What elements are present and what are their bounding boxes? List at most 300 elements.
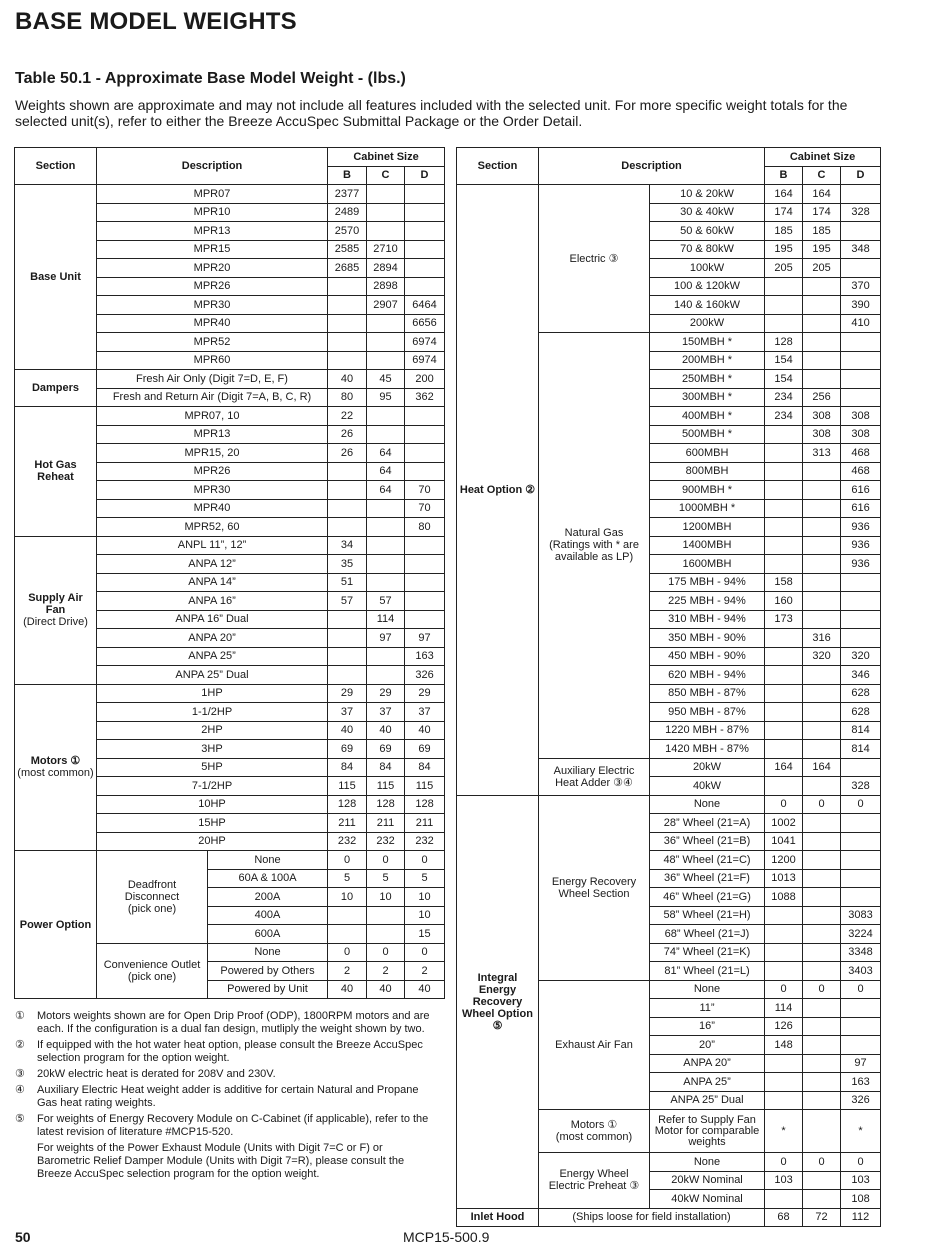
value-c [803, 518, 841, 537]
value-d: 0 [841, 1153, 881, 1172]
footnote [15, 1010, 435, 1036]
section-line: Fan [45, 604, 66, 616]
row-description: Powered by Others [208, 962, 328, 981]
row-description: MPR07, 10 [97, 407, 328, 426]
row-description: 1600MBH [650, 555, 765, 574]
row-description: 70 & 80kW [650, 240, 765, 259]
section-hot-gas-reheat [15, 407, 97, 537]
value-b [328, 462, 367, 481]
value-d [405, 462, 445, 481]
value-c: 320 [803, 647, 841, 666]
value-b: 1041 [765, 832, 803, 851]
value-d: 390 [841, 296, 881, 315]
row-description: 900MBH * [650, 481, 765, 500]
row-description: 150MBH * [650, 333, 765, 352]
value-d: 308 [841, 407, 881, 426]
section-line: Wheel Option [462, 1007, 533, 1020]
value-b [765, 314, 803, 333]
value-d: 163 [841, 1073, 881, 1092]
value-d: 628 [841, 703, 881, 722]
value-b [328, 499, 367, 518]
value-c [367, 314, 405, 333]
row-description: 5HP [97, 758, 328, 777]
row-description: MPR13 [97, 425, 328, 444]
label-line: (pick one) [127, 902, 177, 915]
value-d: 29 [405, 684, 445, 703]
value-b: 211 [328, 814, 367, 833]
label-line: (most common) [555, 1131, 633, 1143]
value-b: 114 [765, 999, 803, 1018]
row-description: 200kW [650, 314, 765, 333]
row-description: ANPA 25” Dual [97, 666, 328, 685]
row-description: 600A [208, 925, 328, 944]
value-b: 1013 [765, 869, 803, 888]
page-number: 50 [15, 1229, 31, 1245]
row-description: 60A & 100A [208, 869, 328, 888]
row-description: ANPA 25” Dual [650, 1091, 765, 1110]
value-d: 40 [405, 721, 445, 740]
value-c: 0 [367, 851, 405, 870]
value-d [405, 222, 445, 241]
row-description: 74” Wheel (21=K) [650, 943, 765, 962]
value-c [803, 999, 841, 1018]
value-c [803, 277, 841, 296]
value-b: 57 [328, 592, 367, 611]
row-description: 1400MBH [650, 536, 765, 555]
value-b [765, 1073, 803, 1092]
value-c [803, 1190, 841, 1209]
value-c: 95 [367, 388, 405, 407]
value-c: 313 [803, 444, 841, 463]
row-description: ANPA 20” [650, 1054, 765, 1073]
value-c [803, 684, 841, 703]
value-b [328, 518, 367, 537]
value-c [803, 777, 841, 796]
value-b: 40 [328, 721, 367, 740]
value-b [765, 721, 803, 740]
value-d [405, 407, 445, 426]
value-b [765, 481, 803, 500]
value-d: 70 [405, 481, 445, 500]
value-d [841, 832, 881, 851]
value-b [765, 499, 803, 518]
row-description: MPR07 [97, 185, 328, 204]
value-b: 2570 [328, 222, 367, 241]
row-description: 1000MBH * [650, 499, 765, 518]
row-description: 400MBH * [650, 407, 765, 426]
row-description: MPR40 [97, 314, 328, 333]
value-c: 72 [803, 1208, 841, 1227]
row-description: 36” Wheel (21=B) [650, 832, 765, 851]
value-c: 5 [367, 869, 405, 888]
value-d: 37 [405, 703, 445, 722]
value-c: 211 [367, 814, 405, 833]
row-description: MPR20 [97, 259, 328, 278]
value-d [841, 758, 881, 777]
value-b: 22 [328, 407, 367, 426]
row-description: 48” Wheel (21=C) [650, 851, 765, 870]
row-description: 600MBH [650, 444, 765, 463]
value-b: 154 [765, 370, 803, 389]
value-d: 80 [405, 518, 445, 537]
row-description: 3HP [97, 740, 328, 759]
value-d: 10 [405, 906, 445, 925]
value-c: 0 [367, 943, 405, 962]
value-c: 2894 [367, 259, 405, 278]
value-b: 34 [328, 536, 367, 555]
section-line: Recovery [472, 995, 523, 1008]
value-b: 103 [765, 1171, 803, 1190]
table-row [15, 851, 445, 870]
value-b: 0 [765, 1153, 803, 1172]
value-d [405, 536, 445, 555]
value-c [803, 1171, 841, 1190]
row-description: 200A [208, 888, 328, 907]
value-c [803, 351, 841, 370]
value-b: 173 [765, 610, 803, 629]
value-b [328, 277, 367, 296]
value-c: 128 [367, 795, 405, 814]
row-description: ANPA 25” [650, 1073, 765, 1092]
value-c: 0 [803, 795, 841, 814]
value-c [367, 185, 405, 204]
row-description: 200MBH * [650, 351, 765, 370]
value-b: * [765, 1110, 803, 1153]
row-description: 16” [650, 1017, 765, 1036]
value-b: 158 [765, 573, 803, 592]
footnote-extra: For weights of the Power Exhaust Module (Units with Digit 7=C or F) or Barometric Relief Damper Module (Units with Digit 7=R), please consult the Breeze AccuSpec selection program for the option weight. [37, 1142, 405, 1180]
value-d: 814 [841, 721, 881, 740]
section-base-unit: Base Unit [15, 185, 97, 370]
value-c: 2 [367, 962, 405, 981]
value-c [803, 666, 841, 685]
value-c: 64 [367, 481, 405, 500]
row-description: 20kW [650, 758, 765, 777]
value-d [405, 185, 445, 204]
row-description: MPR60 [97, 351, 328, 370]
value-d [841, 592, 881, 611]
row-description: 10 & 20kW [650, 185, 765, 204]
row-description: 20” [650, 1036, 765, 1055]
row-description: 175 MBH - 94% [650, 573, 765, 592]
value-c [367, 518, 405, 537]
value-c [803, 555, 841, 574]
value-c: 232 [367, 832, 405, 851]
label-line: Motors ① [570, 1119, 618, 1131]
value-d [841, 1017, 881, 1036]
value-c: 2907 [367, 296, 405, 315]
row-description: 450 MBH - 90% [650, 647, 765, 666]
value-d: 3083 [841, 906, 881, 925]
value-c: 114 [367, 610, 405, 629]
row-description: 500MBH * [650, 425, 765, 444]
row-description: 11” [650, 999, 765, 1018]
section-energy-recovery [457, 795, 539, 1208]
value-d: 348 [841, 240, 881, 259]
value-b: 0 [328, 851, 367, 870]
row-description: 30 & 40kW [650, 203, 765, 222]
value-c [803, 1073, 841, 1092]
value-d: 3403 [841, 962, 881, 981]
row-description [650, 1110, 765, 1153]
value-c: 2898 [367, 277, 405, 296]
value-d: 320 [841, 647, 881, 666]
description-header: Description [97, 148, 328, 185]
row-description: MPR40 [97, 499, 328, 518]
value-b: 10 [328, 888, 367, 907]
value-c [367, 333, 405, 352]
value-b: 40 [328, 370, 367, 389]
footnote-mark: ② [15, 1039, 25, 1051]
value-b [765, 962, 803, 981]
label-line: Deadfront [127, 878, 177, 891]
value-c: 64 [367, 462, 405, 481]
value-c: 97 [367, 629, 405, 648]
value-d: 0 [841, 795, 881, 814]
page-title: BASE MODEL WEIGHTS [15, 8, 297, 35]
value-b [765, 277, 803, 296]
value-c: 164 [803, 185, 841, 204]
value-d [841, 869, 881, 888]
value-c: 37 [367, 703, 405, 722]
section-line: Motors ① [30, 755, 81, 768]
row-description: 40kW [650, 777, 765, 796]
value-b [765, 462, 803, 481]
value-b: 69 [328, 740, 367, 759]
value-d: 468 [841, 444, 881, 463]
desc-line: Motor for comparable [654, 1124, 760, 1137]
value-d: 328 [841, 203, 881, 222]
value-b [765, 703, 803, 722]
value-c [367, 351, 405, 370]
value-d: 370 [841, 277, 881, 296]
value-c [367, 203, 405, 222]
value-d: 410 [841, 314, 881, 333]
value-b: 128 [765, 333, 803, 352]
electric-preheat-label [539, 1153, 650, 1209]
col-d-header: D [405, 166, 445, 185]
value-b [765, 777, 803, 796]
section-line: Supply Air [28, 592, 83, 604]
value-b [765, 647, 803, 666]
table-row [15, 684, 445, 703]
value-d: 103 [841, 1171, 881, 1190]
section-supply-air-fan [15, 536, 97, 684]
value-d [405, 444, 445, 463]
cabinet-size-header: Cabinet Size [328, 148, 445, 167]
value-c: 10 [367, 888, 405, 907]
value-b [328, 647, 367, 666]
value-c [803, 573, 841, 592]
row-description: (Ships loose for field installation) [539, 1208, 765, 1227]
value-c: 308 [803, 407, 841, 426]
value-c [367, 407, 405, 426]
value-c [803, 962, 841, 981]
value-c: 2710 [367, 240, 405, 259]
row-description: 36” Wheel (21=F) [650, 869, 765, 888]
row-description: 1420 MBH - 87% [650, 740, 765, 759]
row-description: 58” Wheel (21=H) [650, 906, 765, 925]
row-description: 15HP [97, 814, 328, 833]
value-c [367, 536, 405, 555]
section-note: (Direct Drive) [23, 616, 88, 628]
value-d: 211 [405, 814, 445, 833]
value-d [405, 259, 445, 278]
label-line: Auxiliary Electric [553, 764, 635, 777]
row-description: MPR52, 60 [97, 518, 328, 537]
row-description: 225 MBH - 94% [650, 592, 765, 611]
value-b: 2489 [328, 203, 367, 222]
row-description: 310 MBH - 94% [650, 610, 765, 629]
value-d [405, 555, 445, 574]
value-b: 26 [328, 444, 367, 463]
row-description: MPR26 [97, 462, 328, 481]
value-d: 616 [841, 499, 881, 518]
table-row [457, 1208, 881, 1227]
row-description: 100 & 120kW [650, 277, 765, 296]
row-description: 950 MBH - 87% [650, 703, 765, 722]
row-description: 2HP [97, 721, 328, 740]
table-row [457, 795, 881, 814]
value-d [841, 999, 881, 1018]
value-d: 5 [405, 869, 445, 888]
value-b [765, 925, 803, 944]
value-c [803, 370, 841, 389]
footnote [15, 1068, 435, 1081]
value-b [765, 518, 803, 537]
value-b [328, 481, 367, 500]
value-d [841, 814, 881, 833]
value-b [328, 351, 367, 370]
value-c [367, 573, 405, 592]
value-d [405, 592, 445, 611]
value-d [841, 610, 881, 629]
value-d: 69 [405, 740, 445, 759]
row-description: 100kW [650, 259, 765, 278]
value-b [328, 629, 367, 648]
value-d: 3224 [841, 925, 881, 944]
row-description: MPR15, 20 [97, 444, 328, 463]
description-header: Description [539, 148, 765, 185]
value-c [803, 296, 841, 315]
row-description: 400A [208, 906, 328, 925]
value-d: 200 [405, 370, 445, 389]
label-line: Energy Recovery [551, 875, 637, 888]
desc-line: weights [688, 1135, 726, 1148]
value-c: 0 [803, 980, 841, 999]
value-d [841, 851, 881, 870]
value-c: 205 [803, 259, 841, 278]
value-c: 164 [803, 758, 841, 777]
value-c [367, 647, 405, 666]
value-c [803, 499, 841, 518]
footnote [15, 1113, 435, 1139]
value-c [367, 906, 405, 925]
value-c [803, 869, 841, 888]
value-c [803, 592, 841, 611]
row-description: 620 MBH - 94% [650, 666, 765, 685]
value-b [328, 906, 367, 925]
value-d: 326 [841, 1091, 881, 1110]
row-description: 800MBH [650, 462, 765, 481]
value-c: 29 [367, 684, 405, 703]
section-inlet-hood: Inlet Hood [457, 1208, 539, 1227]
row-description: 300MBH * [650, 388, 765, 407]
value-b [765, 536, 803, 555]
value-c [803, 1110, 841, 1153]
row-description: None [208, 851, 328, 870]
col-c-header: C [803, 166, 841, 185]
value-c [367, 499, 405, 518]
value-d: 84 [405, 758, 445, 777]
label-line: Heat Adder ③④ [555, 776, 633, 789]
footnote [15, 1084, 435, 1110]
value-d [841, 573, 881, 592]
value-d: 10 [405, 888, 445, 907]
col-d-header: D [841, 166, 881, 185]
value-c [803, 1036, 841, 1055]
value-b: 0 [328, 943, 367, 962]
row-description: ANPA 25” [97, 647, 328, 666]
section-line: Integral [477, 971, 518, 984]
value-b: 154 [765, 351, 803, 370]
value-d: 128 [405, 795, 445, 814]
value-b: 164 [765, 758, 803, 777]
row-description: None [650, 980, 765, 999]
value-c: 40 [367, 721, 405, 740]
value-d: 814 [841, 740, 881, 759]
value-d: 326 [405, 666, 445, 685]
value-b: 1200 [765, 851, 803, 870]
row-description: ANPA 20” [97, 629, 328, 648]
col-b-header: B [765, 166, 803, 185]
value-b: 232 [328, 832, 367, 851]
row-description: 81” Wheel (21=L) [650, 962, 765, 981]
value-b: 115 [328, 777, 367, 796]
row-description: 10HP [97, 795, 328, 814]
col-b-header: B [328, 166, 367, 185]
footnote-text: Motors weights shown are for Open Drip Proof (ODP), 1800RPM motors and are each. If the configuration is a dual fan design, mutliply the weight shown by two. [37, 1010, 430, 1035]
value-b: 2685 [328, 259, 367, 278]
value-c [803, 536, 841, 555]
value-b: 80 [328, 388, 367, 407]
label-line: available as LP) [554, 551, 634, 564]
row-description: 46” Wheel (21=G) [650, 888, 765, 907]
value-b: 174 [765, 203, 803, 222]
value-b: 164 [765, 185, 803, 204]
row-description: 1HP [97, 684, 328, 703]
row-description: MPR15 [97, 240, 328, 259]
left-weight-table [14, 147, 445, 999]
value-d: 40 [405, 980, 445, 999]
row-description: ANPA 12” [97, 555, 328, 574]
value-d [841, 351, 881, 370]
footnote-text: 20kW electric heat is derated for 208V and 230V. [37, 1068, 276, 1080]
section-power-option: Power Option [15, 851, 97, 999]
label-line: Electric Preheat ③ [548, 1180, 640, 1193]
label-line: Wheel Section [558, 887, 630, 900]
value-d: 163 [405, 647, 445, 666]
value-c [803, 740, 841, 759]
label-line: Convenience Outlet [103, 958, 201, 971]
col-c-header: C [367, 166, 405, 185]
label-line: Disconnect [124, 890, 180, 903]
value-d: 232 [405, 832, 445, 851]
value-c [803, 703, 841, 722]
row-description: 28” Wheel (21=A) [650, 814, 765, 833]
value-d: 6974 [405, 333, 445, 352]
value-d: 70 [405, 499, 445, 518]
